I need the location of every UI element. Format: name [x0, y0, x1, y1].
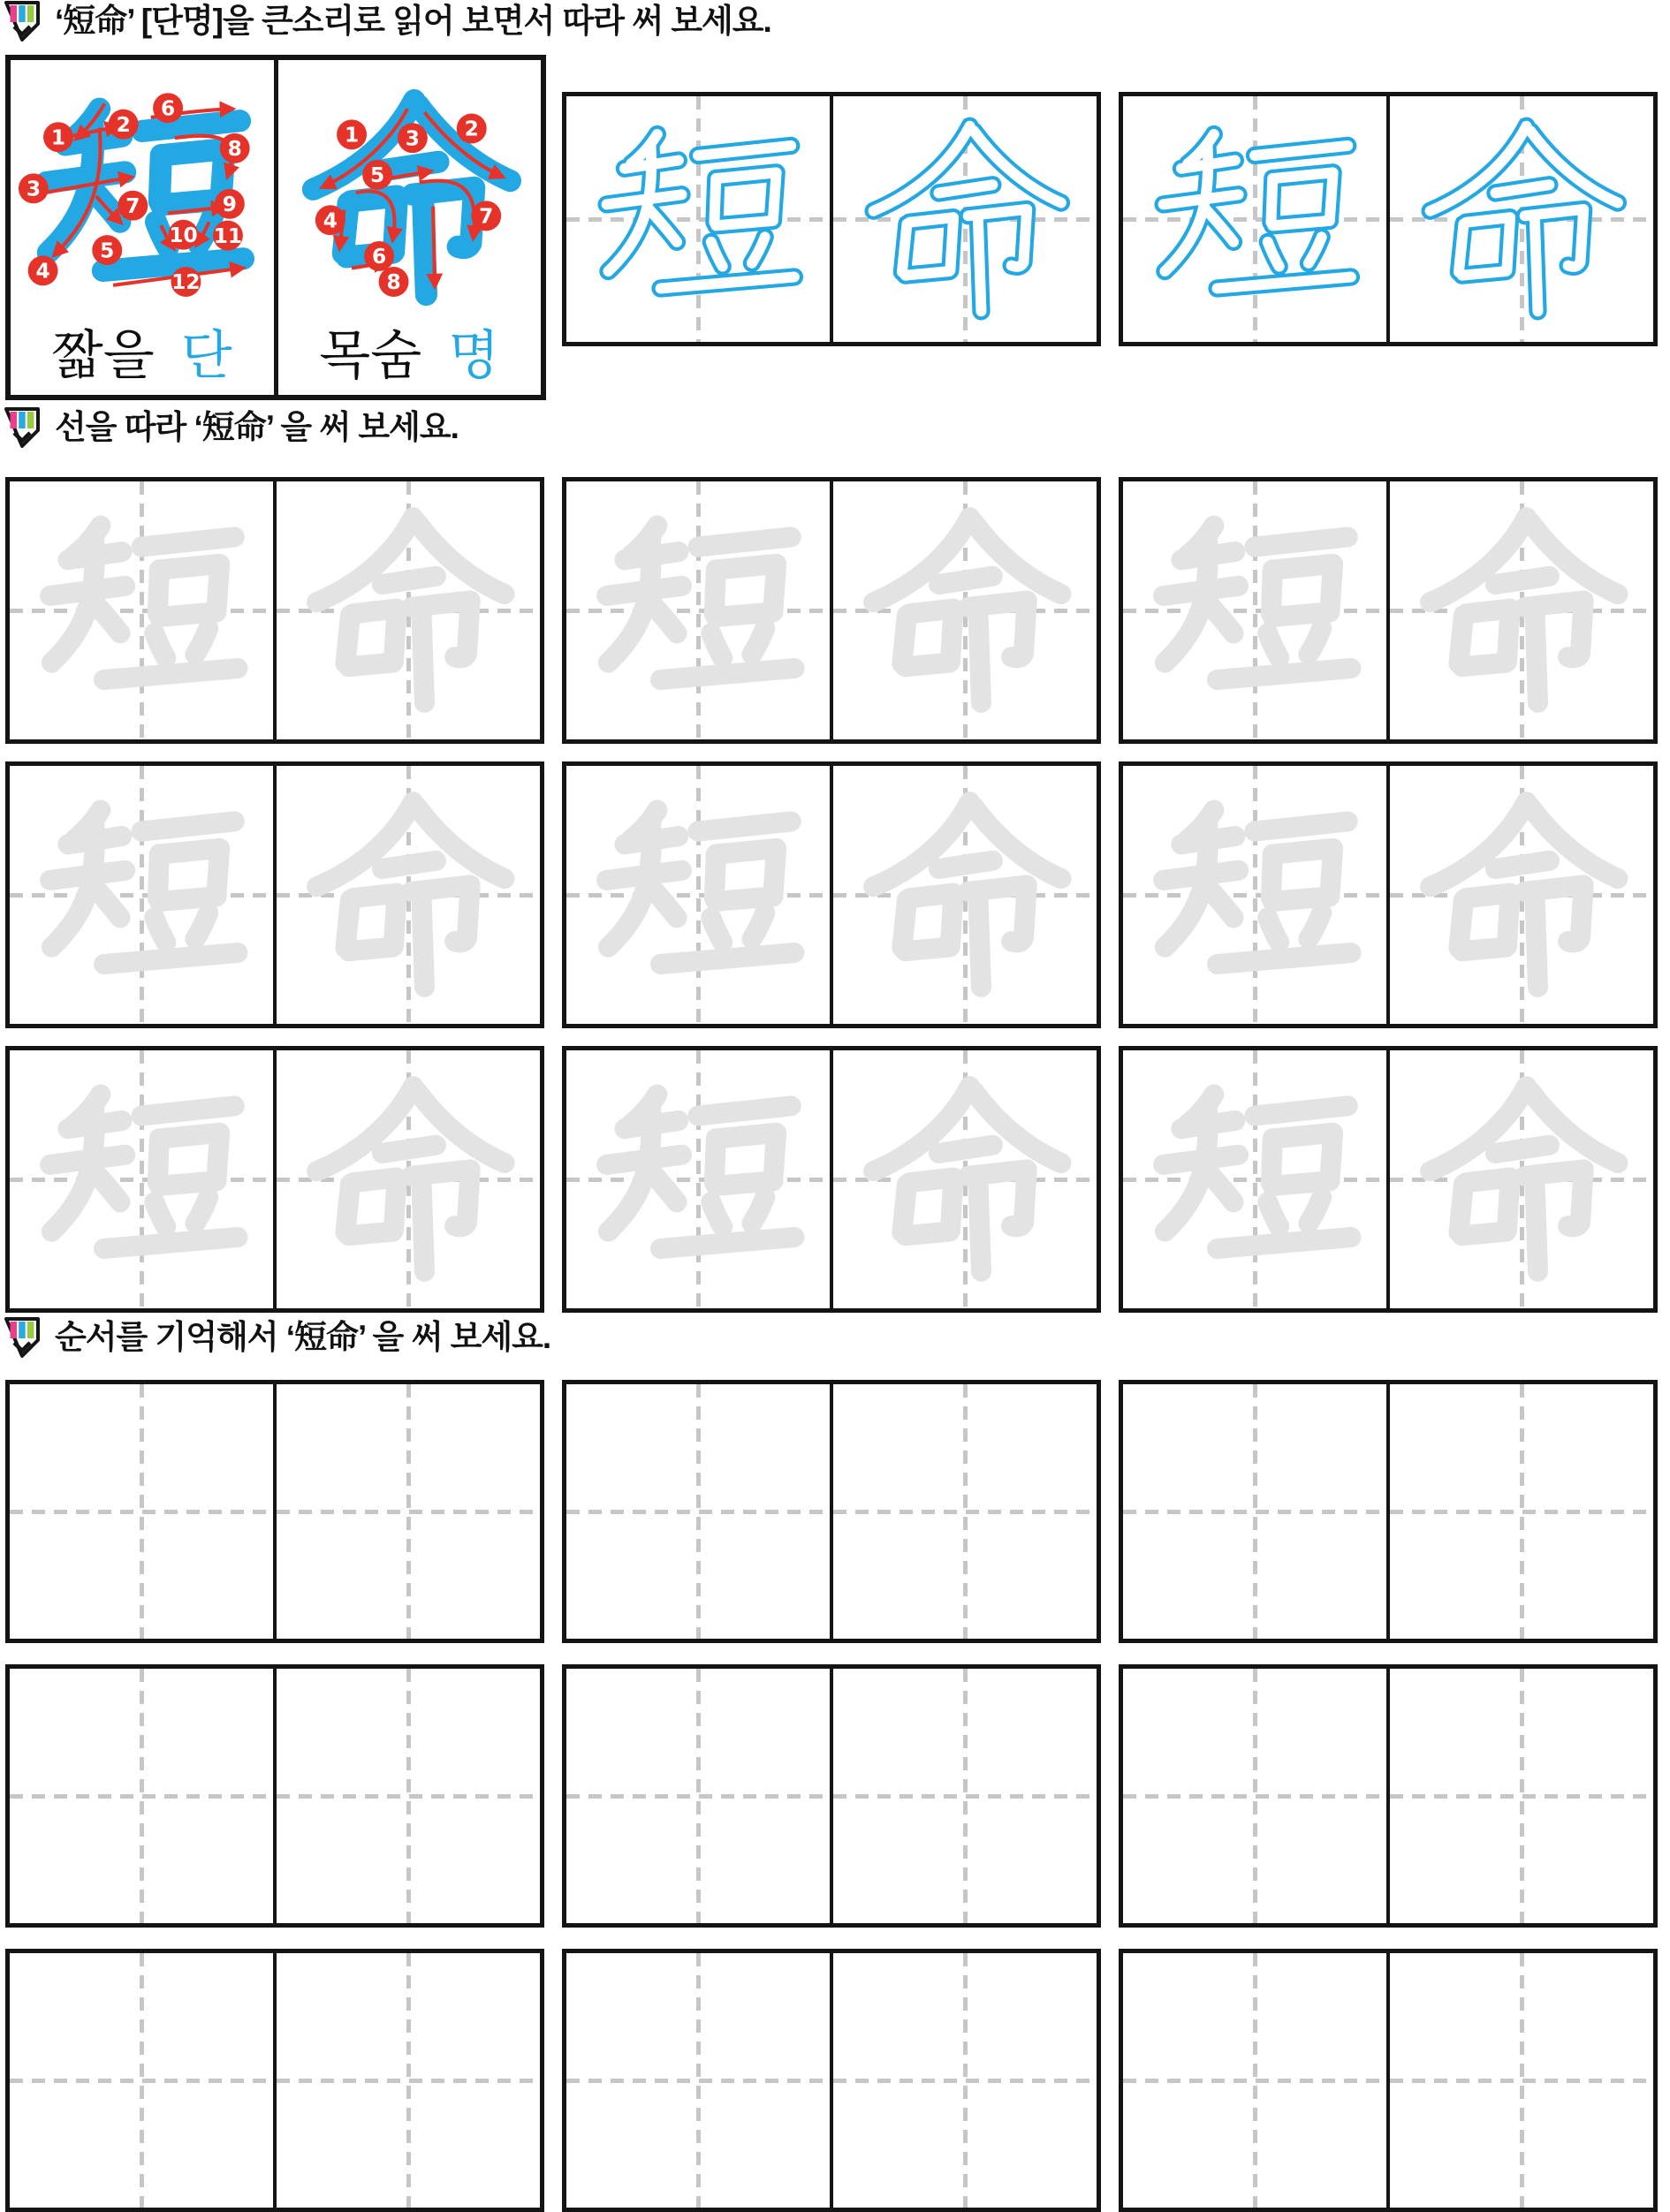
outline-trace-character — [1149, 113, 1361, 325]
writing-cell — [1386, 1669, 1653, 1923]
practice-box — [562, 1664, 1101, 1928]
writing-cell — [1386, 1953, 1653, 2208]
faded-practice-character — [592, 1073, 804, 1285]
writing-cell — [1386, 766, 1653, 1024]
vertical-center-guide — [140, 1669, 144, 1923]
svg-text:4: 4 — [323, 208, 338, 233]
faded-practice-character — [35, 1073, 247, 1285]
writing-cell — [1123, 96, 1386, 342]
faded-practice-character — [35, 789, 247, 1001]
vertical-center-guide — [1253, 1384, 1257, 1639]
writing-cell — [566, 1384, 830, 1639]
writing-cell — [10, 1669, 273, 1923]
writing-cell — [566, 1050, 830, 1308]
character-label-dan — [11, 327, 274, 385]
svg-text:11: 11 — [213, 223, 242, 248]
writing-cell — [10, 1953, 273, 2208]
writing-cell — [1123, 1384, 1386, 1639]
practice-box — [562, 92, 1101, 346]
practice-box — [562, 761, 1101, 1028]
practice-box — [1119, 1949, 1658, 2212]
svg-text:6: 6 — [372, 245, 387, 269]
reading-text: 명 — [448, 327, 500, 385]
svg-text:7: 7 — [125, 193, 140, 218]
pencil-icon — [4, 0, 41, 42]
faded-practice-character — [592, 504, 804, 716]
writing-cell — [10, 481, 273, 739]
faded-practice-character — [302, 1073, 514, 1285]
faded-practice-character — [592, 789, 804, 1001]
svg-text:3: 3 — [406, 126, 421, 151]
writing-cell — [566, 766, 830, 1024]
vertical-center-guide — [963, 1384, 968, 1639]
writing-cell — [830, 481, 1097, 739]
faded-practice-character — [1149, 1073, 1361, 1285]
writing-cell — [830, 1669, 1097, 1923]
writing-cell — [830, 1050, 1097, 1308]
writing-cell — [1123, 766, 1386, 1024]
writing-cell — [10, 766, 273, 1024]
vertical-center-guide — [963, 1669, 968, 1923]
writing-cell — [1386, 96, 1653, 342]
reading-text: 단 — [180, 327, 232, 385]
svg-text:5: 5 — [370, 163, 385, 188]
writing-cell — [273, 1050, 540, 1308]
practice-box — [5, 477, 544, 744]
practice-box — [1119, 477, 1658, 744]
svg-text:10: 10 — [169, 223, 198, 247]
writing-cell — [273, 766, 540, 1024]
practice-box — [1119, 92, 1658, 346]
writing-cell — [566, 1669, 830, 1923]
svg-text:12: 12 — [171, 270, 201, 295]
svg-text:8: 8 — [386, 270, 401, 295]
outline-trace-box-2 — [1119, 92, 1658, 346]
svg-text:1: 1 — [50, 125, 65, 150]
faded-practice-character — [35, 504, 247, 716]
svg-text:2: 2 — [116, 112, 131, 137]
writing-cell — [830, 96, 1097, 342]
instruction-text: 순서를 기억해서 ‘短命’ 을 써 보세요. — [55, 1319, 551, 1355]
vertical-center-guide — [1253, 1669, 1257, 1923]
writing-cell — [10, 1384, 273, 1639]
svg-text:1: 1 — [345, 123, 360, 148]
faded-practice-character — [1149, 789, 1361, 1001]
practice-box — [5, 1664, 544, 1928]
vertical-center-guide — [406, 1669, 411, 1923]
writing-cell — [1123, 1050, 1386, 1308]
vertical-center-guide — [140, 1384, 144, 1639]
vertical-center-guide — [140, 1953, 144, 2208]
faded-practice-character — [1416, 789, 1628, 1001]
writing-cell — [1123, 1953, 1386, 2208]
writing-cell — [1386, 1384, 1653, 1639]
writing-cell — [1386, 1050, 1653, 1308]
instruction-text: ‘短命’ [단명]을 큰소리로 읽어 보면서 따라 써 보세요. — [55, 3, 771, 39]
character-model-box — [5, 55, 546, 400]
practice-box — [1119, 1046, 1658, 1313]
vertical-center-guide — [1520, 1669, 1524, 1923]
pencil-icon — [4, 1316, 41, 1359]
faded-practice-character — [859, 1073, 1071, 1285]
faded-practice-character — [1149, 504, 1361, 716]
practice-box — [5, 1380, 544, 1643]
svg-text:8: 8 — [227, 137, 242, 162]
writing-cell — [1123, 1669, 1386, 1923]
practice-box — [562, 477, 1101, 744]
instruction-row-read-aloud — [4, 0, 771, 42]
vertical-center-guide — [963, 1953, 968, 2208]
writing-cell — [10, 1050, 273, 1308]
stroke-order-diagram-dan — [26, 87, 254, 309]
vertical-center-guide — [1253, 1953, 1257, 2208]
outline-trace-character — [592, 113, 804, 325]
svg-text:9: 9 — [222, 193, 237, 217]
practice-box — [5, 1046, 544, 1313]
outline-trace-character — [859, 113, 1071, 325]
writing-cell — [273, 1669, 540, 1923]
model-cell-dan — [11, 60, 274, 395]
svg-text:2: 2 — [464, 117, 480, 141]
practice-box — [562, 1949, 1101, 2212]
faded-practice-character — [859, 789, 1071, 1001]
outline-trace-box-1 — [562, 92, 1101, 346]
vertical-center-guide — [696, 1953, 701, 2208]
memory-practice-grid — [5, 1380, 1658, 2212]
writing-cell — [566, 96, 830, 342]
svg-text:4: 4 — [35, 259, 50, 284]
writing-cell — [273, 1953, 540, 2208]
instruction-row-memory — [4, 1316, 550, 1359]
practice-box — [562, 1380, 1101, 1643]
writing-cell — [273, 481, 540, 739]
svg-text:6: 6 — [160, 96, 175, 121]
meaning-text: 짧을 — [51, 327, 155, 385]
practice-box — [1119, 1380, 1658, 1643]
practice-box — [1119, 761, 1658, 1028]
instruction-row-trace — [4, 406, 459, 449]
writing-cell — [1123, 481, 1386, 739]
practice-box — [5, 761, 544, 1028]
pencil-icon — [4, 406, 41, 449]
vertical-center-guide — [1520, 1953, 1524, 2208]
stroke-order-diagram-myeong — [298, 87, 520, 309]
svg-text:3: 3 — [26, 177, 41, 201]
outline-trace-character — [1416, 113, 1628, 325]
writing-cell — [830, 1953, 1097, 2208]
writing-cell — [566, 481, 830, 739]
practice-box — [1119, 1664, 1658, 1928]
practice-box — [5, 1949, 544, 2212]
vertical-center-guide — [696, 1669, 701, 1923]
writing-cell — [566, 1953, 830, 2208]
vertical-center-guide — [1520, 1384, 1524, 1639]
faded-practice-character — [302, 789, 514, 1001]
instruction-text: 선을 따라 ‘短命’ 을 써 보세요. — [55, 409, 459, 445]
meaning-text: 목숨 — [319, 327, 422, 385]
writing-cell — [830, 1384, 1097, 1639]
writing-cell — [1386, 481, 1653, 739]
vertical-center-guide — [696, 1384, 701, 1639]
model-cell-myeong — [274, 60, 542, 395]
vertical-center-guide — [406, 1384, 411, 1639]
faded-practice-character — [859, 504, 1071, 716]
vertical-center-guide — [406, 1953, 411, 2208]
faded-practice-character — [1416, 1073, 1628, 1285]
faded-practice-character — [1416, 504, 1628, 716]
trace-practice-grid — [5, 477, 1658, 1313]
practice-box — [562, 1046, 1101, 1313]
character-label-myeong — [278, 327, 542, 385]
svg-text:7: 7 — [479, 204, 494, 229]
svg-text:5: 5 — [99, 239, 115, 263]
writing-cell — [273, 1384, 540, 1639]
faded-practice-character — [302, 504, 514, 716]
writing-cell — [830, 766, 1097, 1024]
